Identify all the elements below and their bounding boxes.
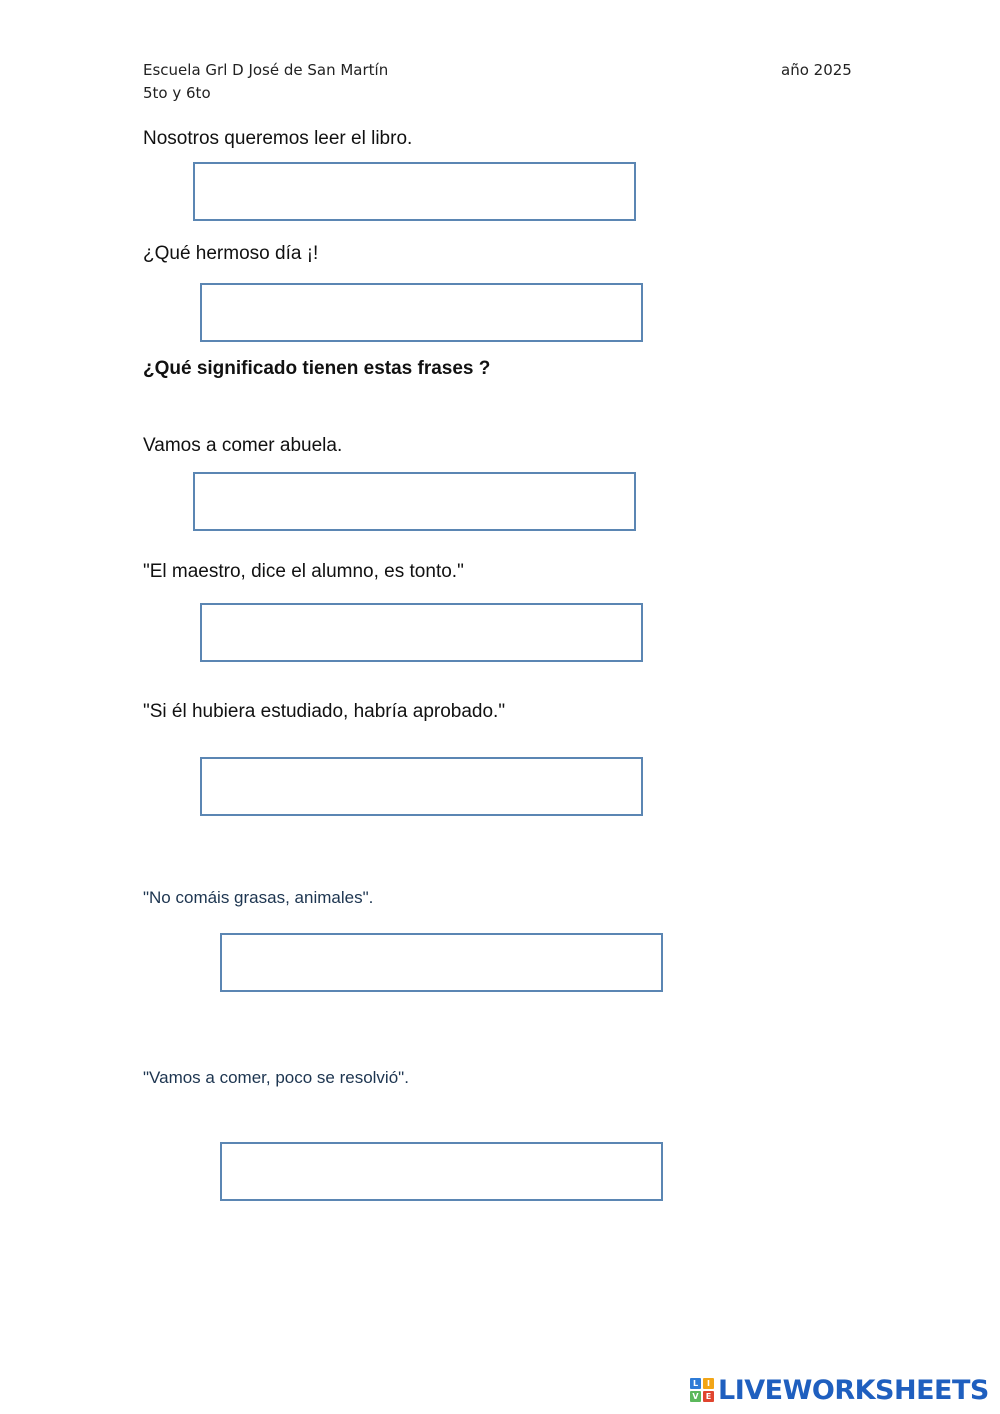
liveworksheets-logo — [690, 1374, 989, 1406]
answer-box-6[interactable] — [220, 933, 663, 992]
logo-mark-letter: E — [703, 1391, 714, 1402]
year-label: año 2025 — [781, 61, 852, 79]
school-name: Escuela Grl D José de San Martín — [143, 61, 389, 79]
answer-box-5[interactable] — [200, 757, 643, 816]
sentence-2: ¿Qué hermoso día ¡! — [143, 243, 319, 264]
liveworksheets-mark-icon — [690, 1378, 714, 1402]
sentence-6: "No comáis grasas, animales". — [143, 888, 374, 907]
answer-box-7[interactable] — [220, 1142, 663, 1201]
answer-box-2[interactable] — [200, 283, 643, 342]
logo-mark-letter: L — [690, 1378, 701, 1389]
sentence-5: "Si él hubiera estudiado, habría aprobado." — [143, 701, 506, 722]
sentence-1: Nosotros queremos leer el libro. — [143, 128, 413, 149]
sentence-3: Vamos a comer abuela. — [143, 435, 343, 456]
answer-box-4[interactable] — [200, 603, 643, 662]
section-heading: ¿Qué significado tienen estas frases ? — [143, 358, 491, 379]
sentence-4: "El maestro, dice el alumno, es tonto." — [143, 561, 464, 582]
sentence-7: "Vamos a comer, poco se resolvió". — [143, 1068, 409, 1087]
liveworksheets-wordmark: LIVEWORKSHEETS — [718, 1374, 989, 1406]
grades-label: 5to y 6to — [143, 84, 211, 102]
logo-mark-letter: I — [703, 1378, 714, 1389]
answer-box-1[interactable] — [193, 162, 636, 221]
logo-mark-letter: V — [690, 1391, 701, 1402]
answer-box-3[interactable] — [193, 472, 636, 531]
